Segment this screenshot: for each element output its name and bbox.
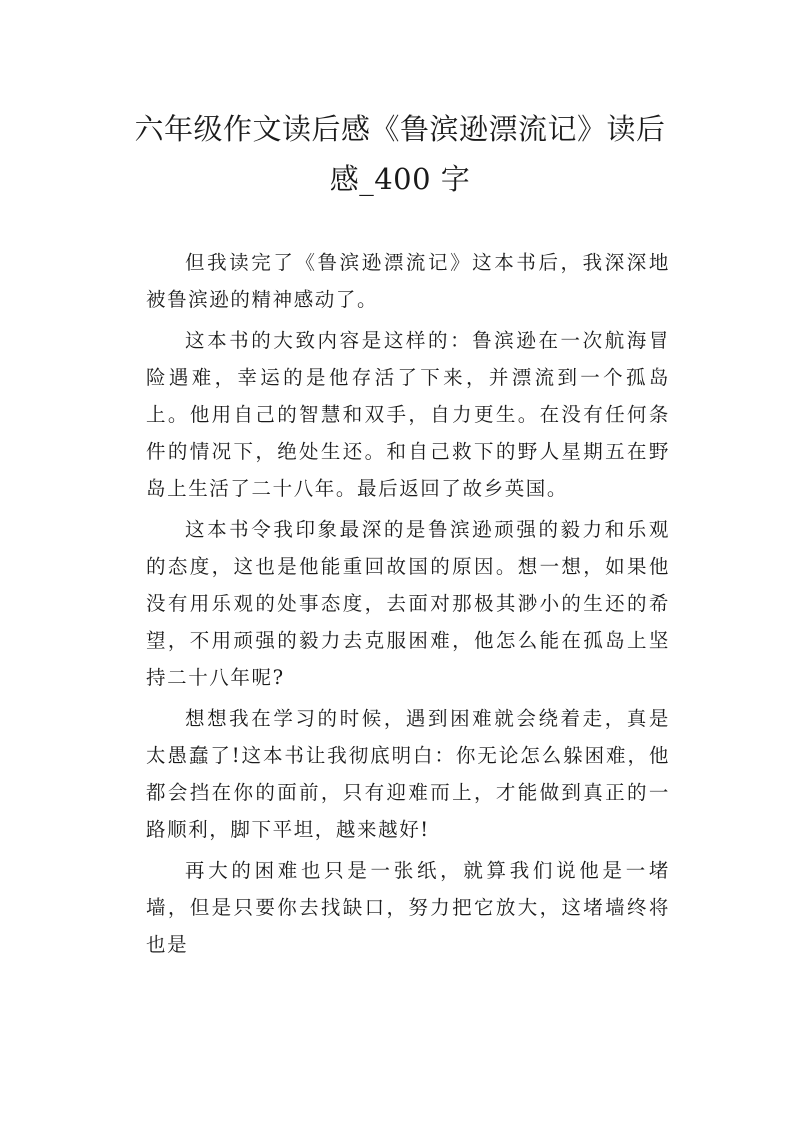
- document-title: 六年级作文读后感《鲁滨逊漂流记》读后感_400 字: [134, 112, 666, 196]
- paragraph: 但我读完了《鲁滨逊漂流记》这本书后，我深深地被鲁滨逊的精神感动了。: [146, 251, 670, 311]
- paragraph: 这本书令我印象最深的是鲁滨逊顽强的毅力和乐观的态度，这也是他能重回故国的原因。想一想，如果他没有用乐观的处事态度，去面对那极其渺小的生还的希望，不用顽强的毅力去克服困难，他怎么能在孤岛上坚持二十八年呢?: [146, 518, 670, 689]
- paragraph: 这本书的大致内容是这样的：鲁滨逊在一次航海冒险遇难，幸运的是他存活了下来，并漂流到一个孤岛上。他用自己的智慧和双手，自力更生。在没有任何条件的情况下，绝处生还。和自己救下的野人星期五在野岛上生活了二十八年。最后返回了故乡英国。: [146, 329, 670, 500]
- paragraph: 想想我在学习的时候，遇到困难就会绕着走，真是太愚蠢了!这本书让我彻底明白：你无论怎么躲困难，他都会挡在你的面前，只有迎难而上，才能做到真正的一路顺利，脚下平坦，越来越好!: [146, 707, 670, 841]
- document-body: [146, 244, 670, 967]
- paragraph: 再大的困难也只是一张纸，就算我们说他是一堵墙，但是只要你去找缺口，努力把它放大，这堵墙终将也是: [146, 859, 670, 956]
